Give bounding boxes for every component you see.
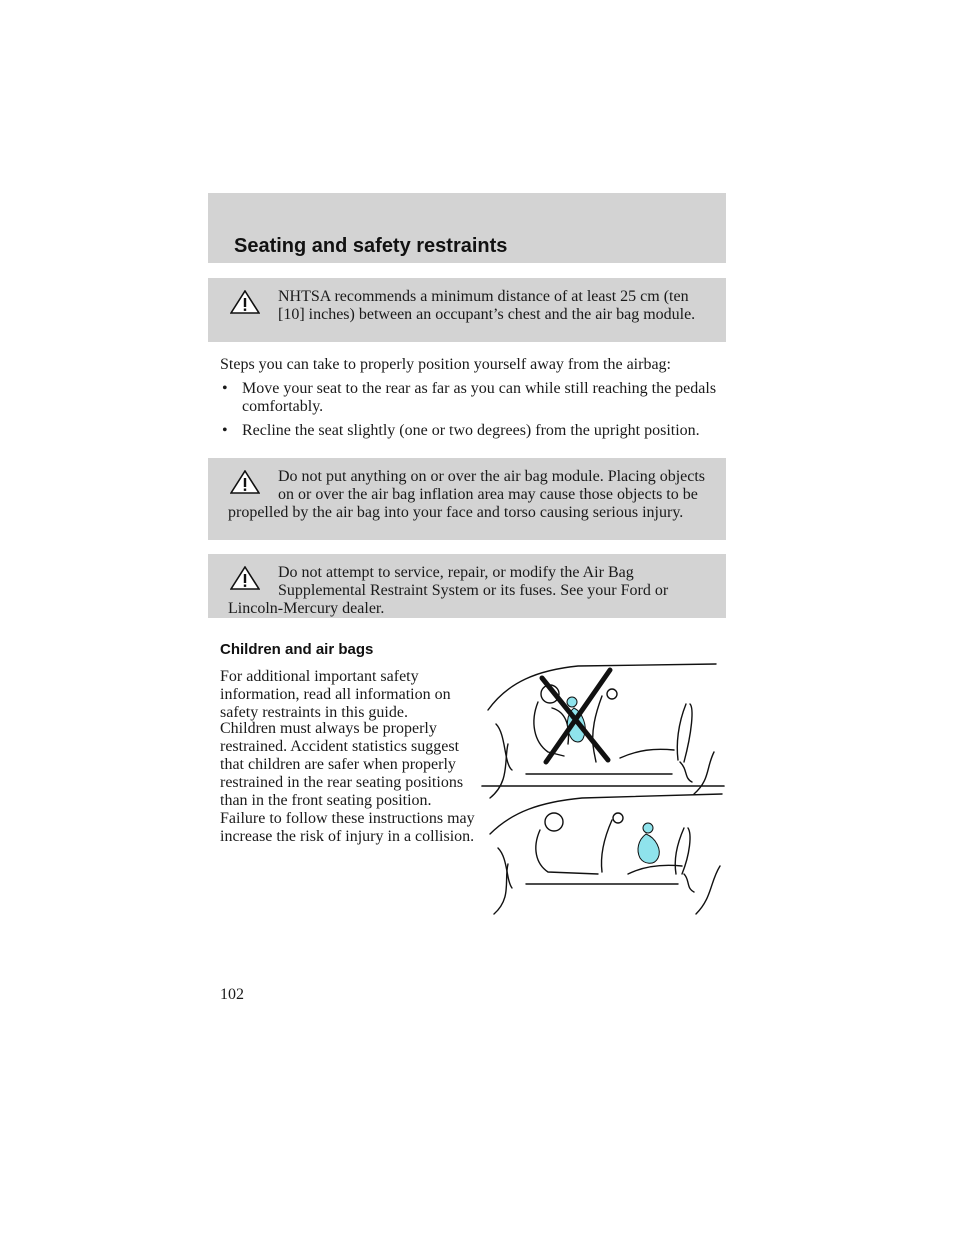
warning-text-2: Do not put anything on or over the air bag module. Placing objects on or over the air bag inflation area may cause those objects to be propelled by the air bag into your face and torso causing serious injury. — [228, 468, 706, 521]
warning-box-1 — [208, 278, 726, 342]
list-item — [220, 380, 720, 416]
steps-list — [220, 380, 720, 446]
list-item-text: Recline the seat slightly (one or two degrees) from the upright position. — [242, 422, 700, 439]
warning-triangle-icon — [230, 470, 260, 494]
list-item-text: Move your seat to the rear as far as you can while still reaching the pedals comfortably. — [242, 380, 717, 415]
page-title: Seating and safety restraints — [234, 235, 508, 257]
list-item — [220, 422, 720, 440]
prohibited-cross-icon — [542, 670, 610, 762]
paragraph-children-restrained: Children must always be properly restrained. Accident statistics suggest that children are safer when properly restrained in the rear seating positions than in the front seating position. Failure to follow these instructions may increase the risk of injury in a collision. — [220, 720, 475, 845]
warning-box-2 — [208, 458, 726, 540]
bullet-icon: • — [222, 422, 228, 439]
warning-text-3: Do not attempt to service, repair, or modify the Air Bag Supplemental Restraint System or its fuses. See your Ford or Lincoln-Mercury dealer. — [228, 564, 669, 617]
child-in-rear-seat-icon — [490, 794, 722, 914]
warning-triangle-icon — [230, 566, 260, 590]
steps-intro: Steps you can take to properly position yourself away from the airbag: — [220, 356, 671, 373]
bullet-icon: • — [222, 380, 228, 397]
header-band — [208, 193, 726, 263]
page-number: 102 — [220, 986, 244, 1003]
warning-box-3 — [208, 554, 726, 618]
warning-text-1: NHTSA recommends a minimum distance of at least 25 cm (ten [10] inches) between an occupant’s chest and the air bag module. — [278, 288, 696, 323]
paragraph-safety-info: For additional important safety information, read all information on safety restraints in this guide. — [220, 668, 451, 721]
child-seat-illustration — [478, 652, 728, 920]
warning-triangle-icon — [230, 290, 260, 314]
section-heading: Children and air bags — [220, 641, 374, 658]
